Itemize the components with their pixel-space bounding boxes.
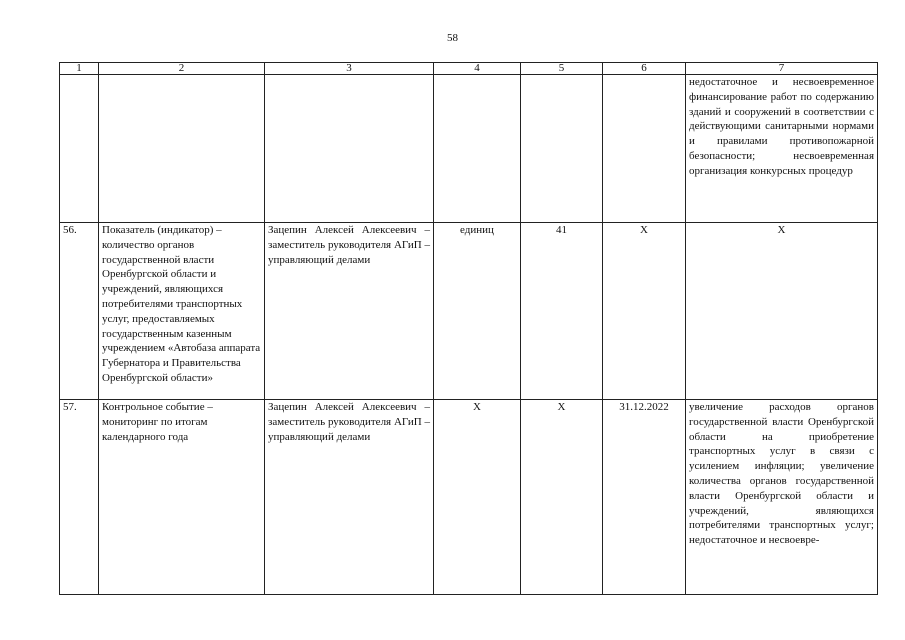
cell-indicator-name: Показатель (индикатор) – количество органов государственной власти Оренбургской области и учреждений, являющихся потребителями транспортных услуг, предоставляемых государственным казенным учреждением «Автобаза аппарата Губернатора и Правительства Оренбургской области»: [99, 223, 265, 400]
table-row: [60, 223, 878, 400]
header-col-3: 3: [265, 63, 434, 75]
table-row: [60, 400, 878, 595]
cell-empty: [99, 75, 265, 223]
cell-value: X: [521, 400, 603, 595]
cell-date: 31.12.2022: [603, 400, 686, 595]
header-col-1: 1: [60, 63, 99, 75]
cell-responsible: Зацепин Алексей Алексеевич – заместитель руководителя АГиП – управляющий делами: [265, 400, 434, 595]
header-col-2: 2: [99, 63, 265, 75]
header-col-6: 6: [603, 63, 686, 75]
header-row: [60, 63, 878, 75]
cell-responsible: Зацепин Алексей Алексеевич – заместитель руководителя АГиП – управляющий делами: [265, 223, 434, 400]
cell-unit: X: [434, 400, 521, 595]
cell-row-number: 56.: [60, 223, 99, 400]
table-row-continuation: [60, 75, 878, 223]
cell-value: 41: [521, 223, 603, 400]
cell-risks: X: [686, 223, 878, 400]
cell-empty: [265, 75, 434, 223]
cell-event-name: Контрольное событие – мониторинг по итогам календарного года: [99, 400, 265, 595]
cell-empty: [603, 75, 686, 223]
cell-empty: [434, 75, 521, 223]
cell-date: X: [603, 223, 686, 400]
header-col-7: 7: [686, 63, 878, 75]
header-col-5: 5: [521, 63, 603, 75]
cell-empty: [60, 75, 99, 223]
cell-row-number: 57.: [60, 400, 99, 595]
cell-risks: увеличение расходов органов государственной власти Оренбургской области на приобретение транспортных услуг в связи с усилением инфляции; увеличение количества органов государственной власти Оренбургской области и учреждений, являющихся потребителями транспортных услуг; недостаточное и несвоевре-: [686, 400, 878, 595]
header-col-4: 4: [434, 63, 521, 75]
cell-empty: [521, 75, 603, 223]
cell-risks-continuation: недостаточное и несвоевременное финансирование работ по содержанию зданий и сооружений в соответствии с действующими санитарными нормами и правилами противопожарной безопасности; несвоевременная организация конкурсных процедур: [686, 75, 878, 223]
page-number: 58: [447, 32, 458, 44]
plan-table: [59, 62, 878, 595]
cell-unit: единиц: [434, 223, 521, 400]
